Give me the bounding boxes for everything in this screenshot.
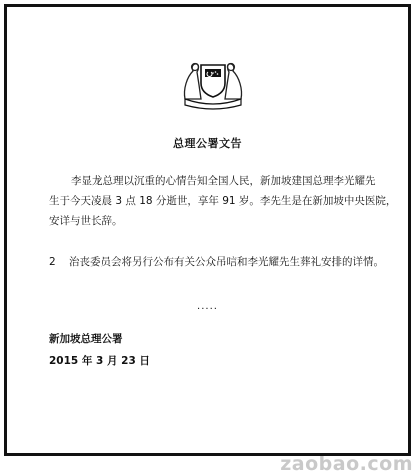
paragraph-text: 治丧委员会将另行公布有关公众吊唁和李光耀先生葬礼安排的详情。 — [69, 256, 384, 268]
document-frame — [4, 4, 411, 456]
notice-paragraph-2 — [49, 254, 389, 269]
watermark: zaobao.com — [280, 453, 413, 475]
paragraph-line: 安详与世长辞。 — [49, 215, 123, 227]
paragraph-line: 生于今天凌晨 3 点 18 分逝世，享年 91 岁。李先生是在新加坡中央医院， — [49, 195, 397, 207]
issuer-name: 新加坡总理公署 — [49, 333, 123, 345]
notice-title: 总理公署文告 — [173, 137, 242, 150]
paragraph-number: 2 — [49, 256, 56, 268]
notice-paragraph-1 — [49, 171, 397, 231]
paragraph-line: 李显龙总理以沉重的心情告知全国人民，新加坡建国总理李光耀先 — [71, 175, 376, 187]
coat-of-arms-icon — [179, 55, 247, 111]
issue-date: 2015 年 3 月 23 日 — [49, 355, 150, 367]
section-separator: ..... — [197, 301, 218, 312]
